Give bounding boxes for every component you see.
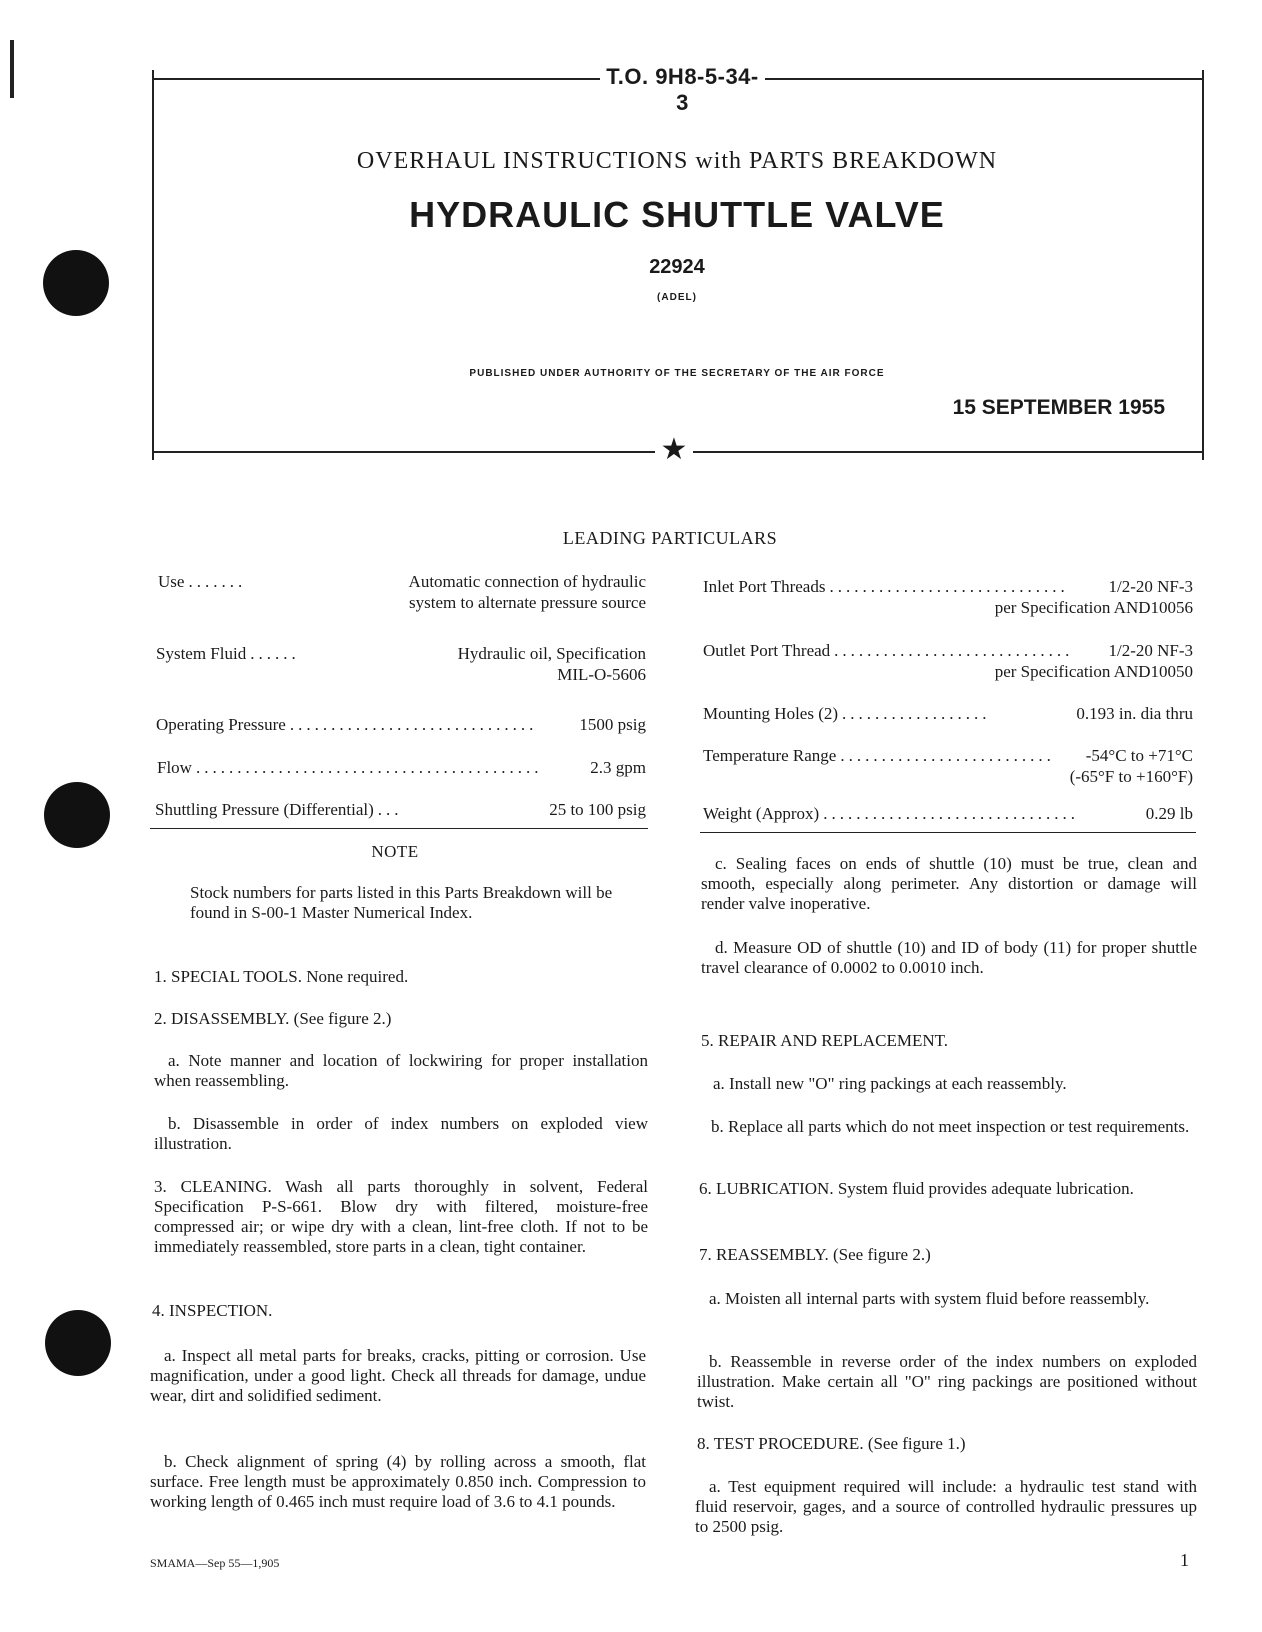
particular-value-cont: MIL-O-5606 xyxy=(557,665,646,684)
leader-dots: ............................. xyxy=(834,641,1074,660)
particular-flow xyxy=(157,757,646,778)
particular-value-cont: system to alternate pressure source xyxy=(409,593,646,612)
section-lubrication: 6. LUBRICATION. System fluid provides adequate lubrication. xyxy=(699,1179,1134,1198)
note-text: Stock numbers for parts listed in this Parts Breakdown will be found in S-00-1 Master Numerical Index. xyxy=(190,883,613,922)
leader-dots: ...... xyxy=(250,644,300,663)
particular-value: 1/2-20 NF-3 xyxy=(1108,641,1193,660)
particular-operating-pressure xyxy=(156,714,646,735)
particular-value: 0.193 in. dia thru xyxy=(1076,704,1193,723)
star-icon: ★ xyxy=(660,433,688,466)
para-5b: b. Replace all parts which do not meet inspection or test requirements. xyxy=(711,1117,1190,1136)
particular-system-fluid xyxy=(156,643,646,685)
publication-date: 15 SEPTEMBER 1955 xyxy=(952,396,1165,419)
part-number: 22924 xyxy=(649,256,705,278)
para-8a: a. Test equipment required will include: a hydraulic test stand with fluid reservoir, gages, and a source of controlled hydraulic pressures up to 2500 psig. xyxy=(695,1477,1197,1536)
title-box-bottom-rule-left xyxy=(152,451,655,453)
divider-right xyxy=(700,832,1196,833)
section-test-procedure: 8. TEST PROCEDURE. (See figure 1.) xyxy=(697,1434,966,1453)
particular-value: 2.3 gpm xyxy=(590,758,646,777)
para-7b: b. Reassemble in reverse order of the index numbers on exploded illustration. Make certain all "O" ring packings are positioned without twist. xyxy=(697,1352,1197,1411)
punch-hole-middle xyxy=(44,782,110,848)
particular-value-cont: (-65°F to +160°F) xyxy=(1069,767,1193,786)
title-box-bottom-rule-right xyxy=(693,451,1202,453)
particular-label: Shuttling Pressure (Differential) xyxy=(155,800,374,819)
particular-value-cont: per Specification AND10056 xyxy=(994,598,1193,617)
particular-value: 0.29 lb xyxy=(1145,804,1193,823)
particular-label: Outlet Port Thread xyxy=(703,641,831,660)
leader-dots: .......................................... xyxy=(195,758,543,777)
divider-left xyxy=(150,828,648,829)
printing-imprint: SMAMA—Sep 55—1,905 xyxy=(150,1556,280,1570)
para-7a: a. Moisten all internal parts with system fluid before reassembly. xyxy=(709,1289,1150,1308)
section-repair-replacement: 5. REPAIR AND REPLACEMENT. xyxy=(701,1031,948,1050)
particular-temperature-range xyxy=(703,745,1193,787)
particular-value: 1500 psig xyxy=(579,715,646,734)
manufacturer: (ADEL) xyxy=(657,292,697,303)
section-inspection: 4. INSPECTION. xyxy=(152,1301,273,1320)
particular-mounting-holes xyxy=(703,703,1193,724)
particular-outlet-port-thread xyxy=(703,640,1193,682)
particular-label: System Fluid xyxy=(156,644,247,663)
punch-hole-top xyxy=(43,250,109,316)
leader-dots: .......................... xyxy=(840,746,1055,765)
document-subtitle: OVERHAUL INSTRUCTIONS with PARTS BREAKDOWN xyxy=(356,148,998,174)
particular-shuttling-pressure xyxy=(155,799,646,820)
authority-line: PUBLISHED UNDER AUTHORITY OF THE SECRETARY OF THE AIR FORCE xyxy=(469,368,885,379)
leader-dots: ............................... xyxy=(823,804,1079,823)
leader-dots: ....... xyxy=(188,572,247,591)
para-4d: d. Measure OD of shuttle (10) and ID of body (11) for proper shuttle travel clearance of 0.0002 to 0.0010 inch. xyxy=(701,938,1197,977)
para-4a: a. Inspect all metal parts for breaks, cracks, pitting or corrosion. Use magnification, under a good light. Check all threads for damage, undue wear, dirt and solidified sediment. xyxy=(150,1346,646,1405)
particular-label: Weight (Approx) xyxy=(703,804,820,823)
section-cleaning: 3. CLEANING. Wash all parts thoroughly in solvent, Federal Specification P-S-661. Blow dry with filtered, moisture-free compressed air; or wipe dry with a clean, lint-free cloth. If not to be immediately reassembled, store parts in a clean, tight container. xyxy=(154,1177,648,1256)
particular-inlet-port-threads xyxy=(703,576,1193,618)
particular-value: 1/2-20 NF-3 xyxy=(1108,577,1193,596)
particular-value-cont: per Specification AND10050 xyxy=(994,662,1193,681)
particular-value: -54°C to +71°C xyxy=(1085,746,1193,765)
leader-dots: ............................. xyxy=(829,577,1069,596)
particular-value: Automatic connection of hydraulic xyxy=(408,572,646,591)
particular-label: Temperature Range xyxy=(703,746,837,765)
para-2b: b. Disassemble in order of index numbers on exploded view illustration. xyxy=(154,1114,648,1153)
particular-label: Flow xyxy=(157,758,192,777)
leader-dots: .............................. xyxy=(289,715,538,734)
particular-weight xyxy=(703,803,1193,824)
particular-use xyxy=(158,571,646,613)
particular-value: 25 to 100 psig xyxy=(549,800,646,819)
section-reassembly: 7. REASSEMBLY. (See figure 2.) xyxy=(699,1245,931,1264)
binding-edge-mark xyxy=(10,40,14,98)
section-special-tools: 1. SPECIAL TOOLS. None required. xyxy=(154,967,409,986)
para-4c: c. Sealing faces on ends of shuttle (10) must be true, clean and smooth, especially along perimeter. Any distortion or damage will render valve inoperative. xyxy=(701,854,1197,913)
page-number: 1 xyxy=(1180,1550,1189,1570)
para-2a: a. Note manner and location of lockwiring for proper installation when reassembling. xyxy=(154,1051,648,1090)
particular-label: Use xyxy=(158,572,185,591)
title-box-top-rule-right xyxy=(765,78,1202,80)
leader-dots: .................. xyxy=(842,704,991,723)
para-4b: b. Check alignment of spring (4) by rolling across a smooth, flat surface. Free length must be approximately 0.850 inch. Compression to working length of 0.465 inch must require load of 3.6 to 4.1 pounds. xyxy=(150,1452,646,1511)
para-5a: a. Install new "O" ring packings at each reassembly. xyxy=(713,1074,1067,1093)
title-box-top-rule-left xyxy=(152,78,600,80)
section-disassembly: 2. DISASSEMBLY. (See figure 2.) xyxy=(154,1009,392,1028)
particular-value: Hydraulic oil, Specification xyxy=(457,644,646,663)
punch-hole-bottom xyxy=(45,1310,111,1376)
technical-order-number: T.O. 9H8-5-34-3 xyxy=(606,64,759,115)
particular-label: Operating Pressure xyxy=(156,715,286,734)
note-heading: NOTE xyxy=(371,842,419,861)
particular-label: Inlet Port Threads xyxy=(703,577,826,596)
document-title: HYDRAULIC SHUTTLE VALVE xyxy=(409,194,945,235)
particular-label: Mounting Holes (2) xyxy=(703,704,839,723)
leading-particulars-heading: LEADING PARTICULARS xyxy=(562,528,778,548)
leader-dots: ... xyxy=(377,800,403,819)
